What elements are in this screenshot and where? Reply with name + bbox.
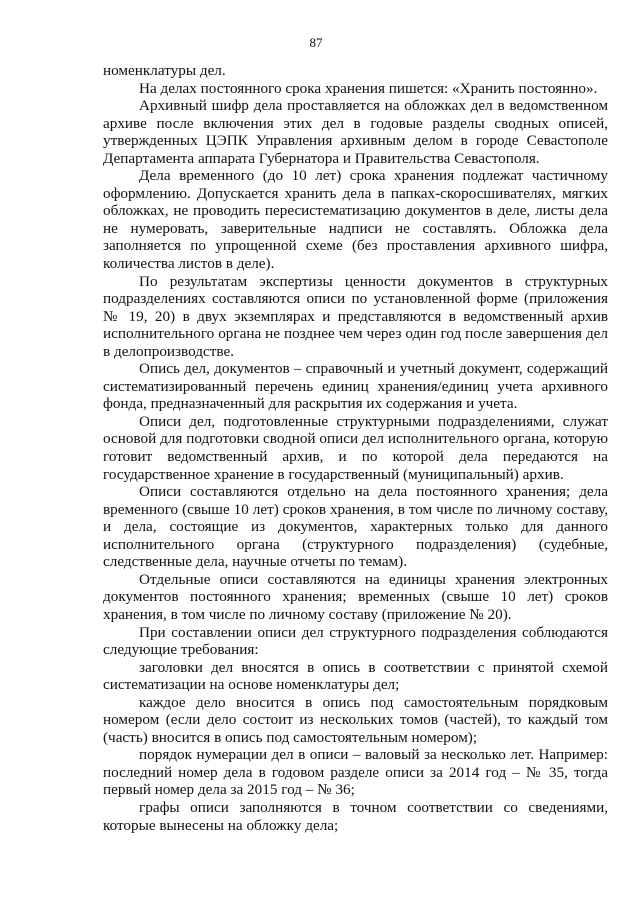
paragraph: каждое дело вносится в опись под самостоятельным порядковым номером (если дело состоит из нескольких томов (частей), то каждый том (часть) вносится в опись под самостоятельным номером); xyxy=(103,693,608,746)
paragraph: Описи дел, подготовленные структурными подразделениями, служат основой для подготовки сводной описи дел исполнительного органа, которую готовит ведомственный архив, и по которой дела передаются на государственное хранение в государственный (муниципальный) архив. xyxy=(103,412,608,483)
paragraph: Описи составляются отдельно на дела постоянного хранения; дела временного (свыше 10 лет) сроков хранения, в том числе по личному составу, и дела, состоящие из документов, характерных только для данного исполнительного органа (структурного подразделения) (судебные, следственные дела, научные отчеты по темам). xyxy=(103,483,608,571)
paragraph: При составлении описи дел структурного подразделения соблюдаются следующие требования: xyxy=(103,623,608,659)
paragraph: заголовки дел вносятся в опись в соответствии с принятой схемой систематизации на основе номенклатуры дел; xyxy=(103,658,608,694)
paragraph: Архивный шифр дела проставляется на обложках дел в ведомственном архиве после включения этих дел в годовые разделы сводных описей, утвержденных ЦЭПК Управления архивным делом в городе Севастополе Департамента аппарата Губернатора и Правительства Севастополя. xyxy=(103,97,608,167)
page-number: 87 xyxy=(309,35,323,50)
paragraph: На делах постоянного срока хранения пишется: «Хранить постоянно». xyxy=(139,79,598,97)
body-text xyxy=(103,62,608,834)
paragraph: По результатам экспертизы ценности документов в структурных подразделениях составляются описи по установленной форме (приложения № 19, 20) в двух экземплярах и представляются в ведомственный архив исполнительного органа не позднее чем через один год после завершения дел в делопроизводстве. xyxy=(103,272,608,360)
paragraph: номенклатуры дел. xyxy=(103,62,226,79)
paragraph: Отдельные описи составляются на единицы хранения электронных документов постоянного хранения; временных (свыше 10 лет) сроков хранения, в том числе по личному составу (приложение № 20). xyxy=(103,570,608,623)
paragraph: графы описи заполняются в точном соответствии со сведениями, которые вынесены на обложку дела; xyxy=(103,798,608,834)
paragraph: Дела временного (до 10 лет) срока хранения подлежат частичному оформлению. Допускается хранить дела в папках-скоросшивателях, мягких обложках, не проводить пересистематизацию документов в деле, листы дела не нумеровать, заверительные надписи не составлять. Обложка дела заполняется по упрощенной схеме (без проставления архивного шифра, количества листов в деле). xyxy=(103,167,608,273)
paragraph: порядок нумерации дел в описи – валовый за несколько лет. Например: последний номер дела в годовом разделе описи за 2014 год – № 35, тогда первый номер дела за 2015 год – № 36; xyxy=(103,746,608,799)
paragraph: Опись дел, документов – справочный и учетный документ, содержащий систематизированный перечень единиц хранения/единиц учета архивного фонда, предназначенный для раскрытия их содержания и учета. xyxy=(103,360,608,413)
